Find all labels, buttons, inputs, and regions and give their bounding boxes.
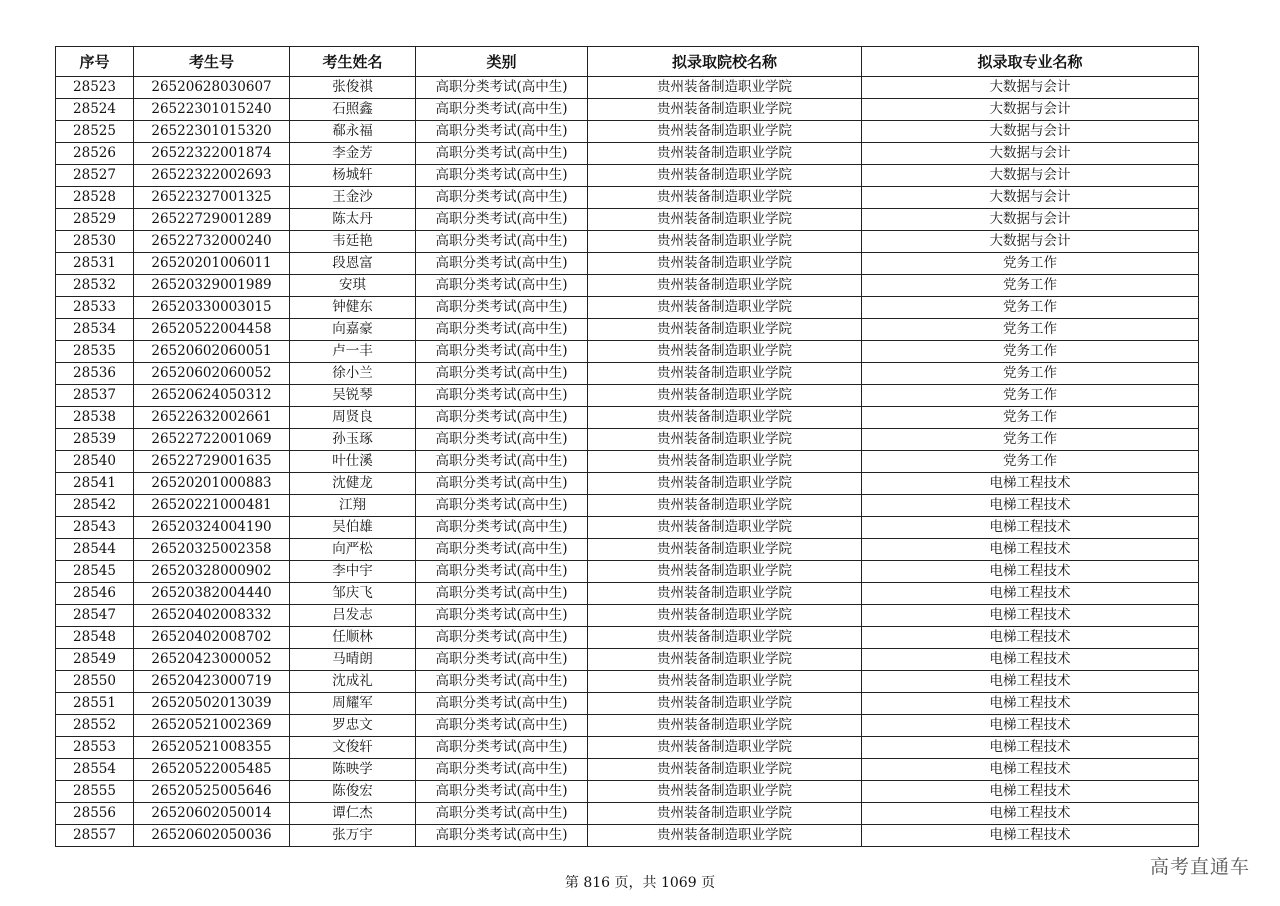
cell-seq: 28527	[56, 165, 134, 187]
cell-category: 高职分类考试(高中生)	[416, 363, 588, 385]
cell-seq: 28533	[56, 297, 134, 319]
cell-exam-id: 26520525005646	[134, 781, 290, 803]
cell-college: 贵州装备制造职业学院	[588, 627, 862, 649]
cell-category: 高职分类考试(高中生)	[416, 341, 588, 363]
cell-seq: 28538	[56, 407, 134, 429]
cell-exam-id: 26520521008355	[134, 737, 290, 759]
cell-major: 大数据与会计	[862, 99, 1199, 121]
table-row	[56, 473, 1199, 495]
cell-exam-id: 26520602050014	[134, 803, 290, 825]
cell-major: 党务工作	[862, 341, 1199, 363]
brand-label: 高考直通车	[1149, 856, 1250, 878]
cell-name: 罗忠文	[290, 715, 416, 737]
cell-seq: 28531	[56, 253, 134, 275]
cell-category: 高职分类考试(高中生)	[416, 429, 588, 451]
cell-major: 大数据与会计	[862, 121, 1199, 143]
cell-college: 贵州装备制造职业学院	[588, 825, 862, 847]
cell-name: 叶仕溪	[290, 451, 416, 473]
cell-category: 高职分类考试(高中生)	[416, 407, 588, 429]
cell-category: 高职分类考试(高中生)	[416, 649, 588, 671]
cell-name: 吴锐琴	[290, 385, 416, 407]
cell-exam-id: 26520624050312	[134, 385, 290, 407]
cell-name: 郗永福	[290, 121, 416, 143]
cell-name: 杨城轩	[290, 165, 416, 187]
page-number: 第 816 页，共 1069 页	[564, 875, 716, 891]
cell-major: 大数据与会计	[862, 143, 1199, 165]
cell-exam-id: 26522322001874	[134, 143, 290, 165]
cell-college: 贵州装备制造职业学院	[588, 561, 862, 583]
cell-category: 高职分类考试(高中生)	[416, 473, 588, 495]
cell-college: 贵州装备制造职业学院	[588, 539, 862, 561]
cell-category: 高职分类考试(高中生)	[416, 759, 588, 781]
cell-seq: 28557	[56, 825, 134, 847]
table-row	[56, 297, 1199, 319]
cell-name: 江翔	[290, 495, 416, 517]
cell-major: 电梯工程技术	[862, 517, 1199, 539]
cell-major: 电梯工程技术	[862, 781, 1199, 803]
header-college: 拟录取院校名称	[588, 47, 862, 77]
table-row	[56, 451, 1199, 473]
table-header-row	[56, 47, 1199, 77]
cell-major: 电梯工程技术	[862, 671, 1199, 693]
cell-college: 贵州装备制造职业学院	[588, 209, 862, 231]
cell-name: 周耀军	[290, 693, 416, 715]
cell-name: 李中宇	[290, 561, 416, 583]
table-row	[56, 539, 1199, 561]
cell-college: 贵州装备制造职业学院	[588, 99, 862, 121]
cell-major: 电梯工程技术	[862, 693, 1199, 715]
cell-college: 贵州装备制造职业学院	[588, 605, 862, 627]
cell-college: 贵州装备制造职业学院	[588, 737, 862, 759]
cell-major: 党务工作	[862, 363, 1199, 385]
cell-category: 高职分类考试(高中生)	[416, 209, 588, 231]
table-row	[56, 99, 1199, 121]
cell-exam-id: 26520330003015	[134, 297, 290, 319]
cell-exam-id: 26520324004190	[134, 517, 290, 539]
table-row	[56, 605, 1199, 627]
cell-exam-id: 26520628030607	[134, 77, 290, 99]
table-body	[56, 77, 1199, 847]
cell-major: 大数据与会计	[862, 187, 1199, 209]
table-row	[56, 407, 1199, 429]
cell-category: 高职分类考试(高中生)	[416, 517, 588, 539]
cell-category: 高职分类考试(高中生)	[416, 121, 588, 143]
cell-college: 贵州装备制造职业学院	[588, 803, 862, 825]
cell-name: 卢一丰	[290, 341, 416, 363]
cell-category: 高职分类考试(高中生)	[416, 385, 588, 407]
cell-category: 高职分类考试(高中生)	[416, 143, 588, 165]
cell-name: 张万宇	[290, 825, 416, 847]
cell-exam-id: 26520402008332	[134, 605, 290, 627]
cell-college: 贵州装备制造职业学院	[588, 143, 862, 165]
cell-seq: 28539	[56, 429, 134, 451]
cell-name: 王金沙	[290, 187, 416, 209]
table-row	[56, 187, 1199, 209]
cell-major: 电梯工程技术	[862, 803, 1199, 825]
cell-name: 安琪	[290, 275, 416, 297]
cell-seq: 28537	[56, 385, 134, 407]
cell-category: 高职分类考试(高中生)	[416, 627, 588, 649]
cell-seq: 28529	[56, 209, 134, 231]
cell-exam-id: 26522729001289	[134, 209, 290, 231]
cell-seq: 28551	[56, 693, 134, 715]
cell-exam-id: 26520201006011	[134, 253, 290, 275]
cell-major: 电梯工程技术	[862, 715, 1199, 737]
cell-major: 党务工作	[862, 429, 1199, 451]
table-row	[56, 341, 1199, 363]
cell-college: 贵州装备制造职业学院	[588, 495, 862, 517]
cell-exam-id: 26520382004440	[134, 583, 290, 605]
cell-college: 贵州装备制造职业学院	[588, 407, 862, 429]
cell-category: 高职分类考试(高中生)	[416, 693, 588, 715]
table-row	[56, 825, 1199, 847]
cell-exam-id: 26522322002693	[134, 165, 290, 187]
cell-name: 周贤良	[290, 407, 416, 429]
cell-college: 贵州装备制造职业学院	[588, 649, 862, 671]
cell-major: 电梯工程技术	[862, 539, 1199, 561]
cell-exam-id: 26522632002661	[134, 407, 290, 429]
table-row	[56, 385, 1199, 407]
cell-seq: 28523	[56, 77, 134, 99]
table-row	[56, 671, 1199, 693]
cell-category: 高职分类考试(高中生)	[416, 187, 588, 209]
cell-college: 贵州装备制造职业学院	[588, 121, 862, 143]
cell-name: 吕发志	[290, 605, 416, 627]
table-row	[56, 121, 1199, 143]
cell-category: 高职分类考试(高中生)	[416, 253, 588, 275]
header-category: 类别	[416, 47, 588, 77]
cell-college: 贵州装备制造职业学院	[588, 759, 862, 781]
cell-category: 高职分类考试(高中生)	[416, 561, 588, 583]
cell-college: 贵州装备制造职业学院	[588, 781, 862, 803]
cell-exam-id: 26520602060051	[134, 341, 290, 363]
cell-seq: 28535	[56, 341, 134, 363]
cell-category: 高职分类考试(高中生)	[416, 781, 588, 803]
table-row	[56, 275, 1199, 297]
cell-major: 电梯工程技术	[862, 495, 1199, 517]
cell-exam-id: 26520329001989	[134, 275, 290, 297]
cell-exam-id: 26520423000719	[134, 671, 290, 693]
cell-college: 贵州装备制造职业学院	[588, 341, 862, 363]
cell-seq: 28544	[56, 539, 134, 561]
cell-name: 吴伯雄	[290, 517, 416, 539]
cell-seq: 28540	[56, 451, 134, 473]
cell-seq: 28554	[56, 759, 134, 781]
cell-exam-id: 26522301015320	[134, 121, 290, 143]
cell-category: 高职分类考试(高中生)	[416, 165, 588, 187]
cell-category: 高职分类考试(高中生)	[416, 671, 588, 693]
table-row	[56, 715, 1199, 737]
cell-major: 党务工作	[862, 297, 1199, 319]
cell-name: 沈成礼	[290, 671, 416, 693]
cell-college: 贵州装备制造职业学院	[588, 363, 862, 385]
cell-seq: 28548	[56, 627, 134, 649]
cell-seq: 28546	[56, 583, 134, 605]
admission-table-container	[55, 46, 1198, 847]
cell-category: 高职分类考试(高中生)	[416, 803, 588, 825]
cell-college: 贵州装备制造职业学院	[588, 187, 862, 209]
header-name: 考生姓名	[290, 47, 416, 77]
cell-major: 电梯工程技术	[862, 737, 1199, 759]
cell-seq: 28524	[56, 99, 134, 121]
cell-college: 贵州装备制造职业学院	[588, 473, 862, 495]
cell-seq: 28555	[56, 781, 134, 803]
table-row	[56, 649, 1199, 671]
admission-table	[55, 46, 1199, 847]
cell-exam-id: 26522327001325	[134, 187, 290, 209]
cell-name: 陈俊宏	[290, 781, 416, 803]
cell-category: 高职分类考试(高中生)	[416, 451, 588, 473]
cell-major: 电梯工程技术	[862, 649, 1199, 671]
cell-college: 贵州装备制造职业学院	[588, 715, 862, 737]
cell-college: 贵州装备制造职业学院	[588, 77, 862, 99]
table-row	[56, 495, 1199, 517]
cell-college: 贵州装备制造职业学院	[588, 253, 862, 275]
cell-college: 贵州装备制造职业学院	[588, 583, 862, 605]
cell-category: 高职分类考试(高中生)	[416, 583, 588, 605]
cell-seq: 28541	[56, 473, 134, 495]
cell-major: 党务工作	[862, 385, 1199, 407]
cell-category: 高职分类考试(高中生)	[416, 297, 588, 319]
cell-name: 李金芳	[290, 143, 416, 165]
cell-major: 党务工作	[862, 275, 1199, 297]
cell-category: 高职分类考试(高中生)	[416, 495, 588, 517]
table-row	[56, 319, 1199, 341]
cell-college: 贵州装备制造职业学院	[588, 429, 862, 451]
cell-major: 党务工作	[862, 319, 1199, 341]
cell-major: 电梯工程技术	[862, 561, 1199, 583]
cell-seq: 28543	[56, 517, 134, 539]
cell-college: 贵州装备制造职业学院	[588, 517, 862, 539]
cell-major: 电梯工程技术	[862, 759, 1199, 781]
cell-seq: 28549	[56, 649, 134, 671]
cell-name: 段恩富	[290, 253, 416, 275]
cell-seq: 28552	[56, 715, 134, 737]
table-row	[56, 781, 1199, 803]
cell-category: 高职分类考试(高中生)	[416, 825, 588, 847]
table-row	[56, 803, 1199, 825]
cell-category: 高职分类考试(高中生)	[416, 99, 588, 121]
cell-seq: 28547	[56, 605, 134, 627]
cell-exam-id: 26520602050036	[134, 825, 290, 847]
cell-seq: 28545	[56, 561, 134, 583]
cell-exam-id: 26520521002369	[134, 715, 290, 737]
header-seq: 序号	[56, 47, 134, 77]
cell-exam-id: 26520502013039	[134, 693, 290, 715]
cell-seq: 28550	[56, 671, 134, 693]
cell-category: 高职分类考试(高中生)	[416, 231, 588, 253]
table-row	[56, 429, 1199, 451]
cell-college: 贵州装备制造职业学院	[588, 693, 862, 715]
cell-exam-id: 26520328000902	[134, 561, 290, 583]
cell-seq: 28532	[56, 275, 134, 297]
cell-category: 高职分类考试(高中生)	[416, 319, 588, 341]
cell-major: 党务工作	[862, 407, 1199, 429]
cell-exam-id: 26520423000052	[134, 649, 290, 671]
cell-college: 贵州装备制造职业学院	[588, 231, 862, 253]
cell-category: 高职分类考试(高中生)	[416, 77, 588, 99]
cell-major: 大数据与会计	[862, 231, 1199, 253]
cell-exam-id: 26520602060052	[134, 363, 290, 385]
table-row	[56, 583, 1199, 605]
cell-seq: 28530	[56, 231, 134, 253]
cell-major: 大数据与会计	[862, 165, 1199, 187]
cell-college: 贵州装备制造职业学院	[588, 165, 862, 187]
cell-exam-id: 26520325002358	[134, 539, 290, 561]
cell-major: 大数据与会计	[862, 209, 1199, 231]
cell-category: 高职分类考试(高中生)	[416, 715, 588, 737]
table-row	[56, 759, 1199, 781]
table-row	[56, 165, 1199, 187]
cell-exam-id: 26522301015240	[134, 99, 290, 121]
cell-seq: 28536	[56, 363, 134, 385]
cell-name: 邹庆飞	[290, 583, 416, 605]
cell-exam-id: 26520522005485	[134, 759, 290, 781]
cell-name: 沈健龙	[290, 473, 416, 495]
cell-college: 贵州装备制造职业学院	[588, 451, 862, 473]
cell-category: 高职分类考试(高中生)	[416, 539, 588, 561]
cell-exam-id: 26520201000883	[134, 473, 290, 495]
cell-exam-id: 26522722001069	[134, 429, 290, 451]
table-row	[56, 517, 1199, 539]
cell-college: 贵州装备制造职业学院	[588, 297, 862, 319]
cell-name: 陈映学	[290, 759, 416, 781]
cell-seq: 28525	[56, 121, 134, 143]
cell-seq: 28553	[56, 737, 134, 759]
cell-seq: 28542	[56, 495, 134, 517]
cell-major: 电梯工程技术	[862, 605, 1199, 627]
table-row	[56, 77, 1199, 99]
table-row	[56, 363, 1199, 385]
cell-major: 党务工作	[862, 451, 1199, 473]
cell-major: 电梯工程技术	[862, 627, 1199, 649]
table-row	[56, 561, 1199, 583]
cell-college: 贵州装备制造职业学院	[588, 385, 862, 407]
table-row	[56, 627, 1199, 649]
cell-name: 徐小兰	[290, 363, 416, 385]
cell-name: 韦廷艳	[290, 231, 416, 253]
cell-name: 张俊祺	[290, 77, 416, 99]
table-row	[56, 209, 1199, 231]
cell-exam-id: 26522729001635	[134, 451, 290, 473]
table-row	[56, 231, 1199, 253]
cell-name: 钟健东	[290, 297, 416, 319]
cell-college: 贵州装备制造职业学院	[588, 275, 862, 297]
cell-major: 党务工作	[862, 253, 1199, 275]
cell-seq: 28528	[56, 187, 134, 209]
cell-name: 孙玉琢	[290, 429, 416, 451]
cell-category: 高职分类考试(高中生)	[416, 605, 588, 627]
cell-college: 贵州装备制造职业学院	[588, 319, 862, 341]
cell-major: 电梯工程技术	[862, 473, 1199, 495]
cell-major: 大数据与会计	[862, 77, 1199, 99]
cell-name: 向嘉豪	[290, 319, 416, 341]
header-major: 拟录取专业名称	[862, 47, 1199, 77]
cell-name: 陈太丹	[290, 209, 416, 231]
table-row	[56, 253, 1199, 275]
cell-major: 电梯工程技术	[862, 583, 1199, 605]
header-exam-id: 考生号	[134, 47, 290, 77]
table-row	[56, 737, 1199, 759]
cell-name: 任顺林	[290, 627, 416, 649]
cell-category: 高职分类考试(高中生)	[416, 737, 588, 759]
cell-name: 谭仁杰	[290, 803, 416, 825]
cell-exam-id: 26520402008702	[134, 627, 290, 649]
cell-name: 向严松	[290, 539, 416, 561]
cell-seq: 28556	[56, 803, 134, 825]
cell-college: 贵州装备制造职业学院	[588, 671, 862, 693]
cell-seq: 28534	[56, 319, 134, 341]
cell-seq: 28526	[56, 143, 134, 165]
cell-exam-id: 26520522004458	[134, 319, 290, 341]
table-row	[56, 143, 1199, 165]
cell-name: 石照鑫	[290, 99, 416, 121]
cell-exam-id: 26522732000240	[134, 231, 290, 253]
cell-category: 高职分类考试(高中生)	[416, 275, 588, 297]
cell-name: 文俊轩	[290, 737, 416, 759]
cell-name: 马晴朗	[290, 649, 416, 671]
table-row	[56, 693, 1199, 715]
cell-exam-id: 26520221000481	[134, 495, 290, 517]
cell-major: 电梯工程技术	[862, 825, 1199, 847]
